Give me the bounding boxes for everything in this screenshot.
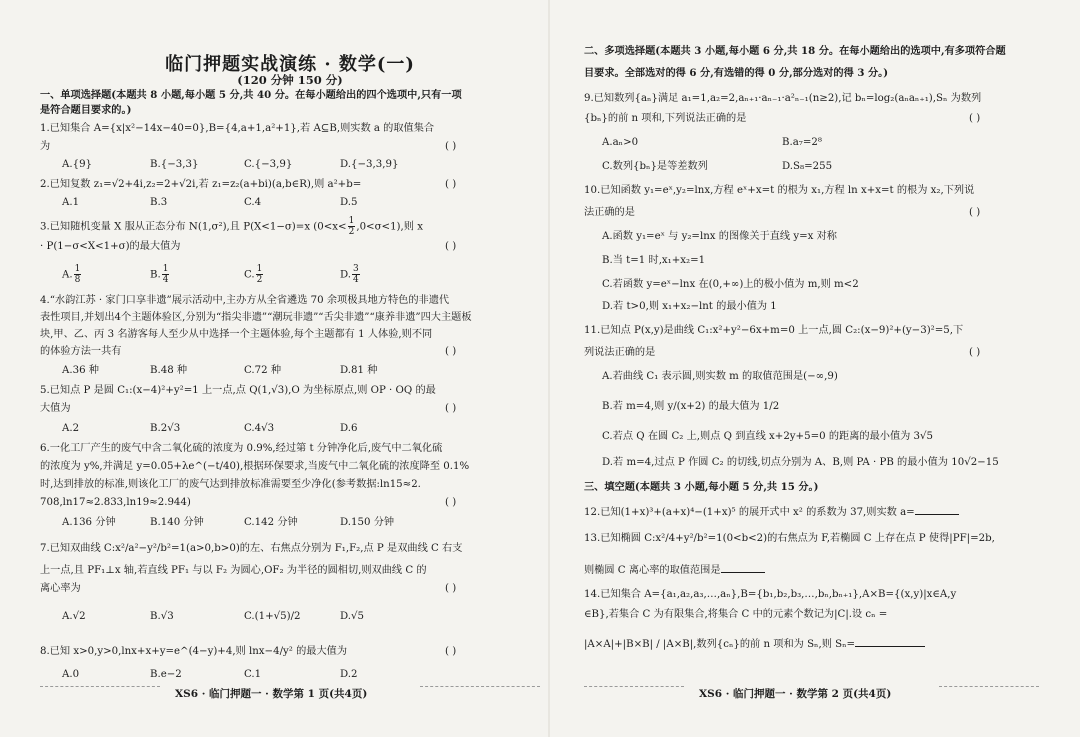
q3-option-d xyxy=(340,264,361,285)
q3-text-b: ,0<σ<1),则 x xyxy=(356,221,423,233)
section1-heading-2: 是符合题目要求的。) xyxy=(40,104,132,116)
q11-line-2: 列说法正确的是 xyxy=(584,347,656,358)
q1-answer-paren: ( ) xyxy=(445,141,457,152)
q12-line xyxy=(584,504,959,520)
q6-option-d: D.150 分钟 xyxy=(340,517,395,528)
q3-b-den: 4 xyxy=(162,275,169,285)
q10-line-1: 10.已知函数 y₁=eˣ,y₂=lnx,方程 eˣ+x=t 的根为 x₁,方程 ln x+x=t 的根为 x₂,下列说 xyxy=(584,185,975,196)
q5-option-a: A.2 xyxy=(62,423,80,434)
right-page xyxy=(584,0,1044,737)
footer-dash-left xyxy=(40,686,160,687)
q3-line-1 xyxy=(40,216,423,237)
q5-line-2: 大值为 xyxy=(40,403,71,414)
q7-option-a: A.√2 xyxy=(62,611,86,622)
section3-heading: 三、填空题(本题共 3 小题,每小题 5 分,共 15 分。) xyxy=(584,481,819,493)
q10-option-c: C.若函数 y=eˣ−lnx 在(0,+∞)上的极小值为 m,则 m<2 xyxy=(602,279,859,290)
q3-text-a: 3.已知随机变量 X 服从正态分布 N(1,σ²),且 P(X<1−σ)=x (0<x< xyxy=(40,221,347,233)
q10-option-d: D.若 t>0,则 x₁+x₂−lnt 的最小值为 1 xyxy=(602,301,777,312)
q4-option-a: A.36 种 xyxy=(62,365,99,376)
q3-half-num: 1 xyxy=(348,216,355,226)
q4-line-2: 表性项目,并划出4个主题体验区,分别为“指尖非遗”“潮玩非遗”“舌尖非遗”“康养非遗”四大主题板 xyxy=(40,312,472,323)
q1-option-d: D.{−3,3,9} xyxy=(340,159,399,170)
q6-option-a: A.136 分钟 xyxy=(62,517,116,528)
q9-line-1: 9.已知数列{aₙ}满足 a₁=1,a₂=2,aₙ₊₁·aₙ₋₁·a²ₙ₋₁(n≥2),记 bₙ=log₂(aₙaₙ₊₁),Sₙ 为数列 xyxy=(584,93,982,104)
q8-option-a: A.0 xyxy=(62,669,80,680)
q1-option-c: C.{−3,9} xyxy=(244,159,293,170)
q3-half-den: 2 xyxy=(348,227,355,237)
q2-option-a: A.1 xyxy=(62,197,80,208)
q3-option-a xyxy=(62,264,82,285)
q9-option-c: C.数列{bₙ}是等差数列 xyxy=(602,161,708,172)
q12-answer-blank[interactable] xyxy=(915,504,959,515)
q3-option-b-letter: B. xyxy=(150,269,161,281)
q3-a-num: 1 xyxy=(74,264,81,274)
q14-line-1: 14.已知集合 A={a₁,a₂,a₃,…,aₙ},B={b₁,b₂,b₃,…,bₙ,bₙ₊₁},A×B={(x,y)|x∈A,y xyxy=(584,589,957,600)
q6-option-b: B.140 分钟 xyxy=(150,517,204,528)
q2-answer-paren: ( ) xyxy=(445,179,457,190)
q8-option-b: B.e−2 xyxy=(150,669,182,680)
q3-line-2: · P(1−σ<X<1+σ)的最大值为 xyxy=(40,241,181,252)
q7-option-c: C.(1+√5)/2 xyxy=(244,611,301,622)
q3-option-c xyxy=(244,264,264,285)
q13-answer-blank[interactable] xyxy=(721,562,765,573)
q11-answer-paren: ( ) xyxy=(969,347,981,358)
q5-answer-paren: ( ) xyxy=(445,403,457,414)
q7-answer-paren: ( ) xyxy=(445,583,457,594)
q9-answer-paren: ( ) xyxy=(969,113,981,124)
q1-option-b: B.{−3,3} xyxy=(150,159,199,170)
q13-line-1: 13.已知椭圆 C:x²/4+y²/b²=1(0<b<2)的右焦点为 F,若椭圆 C 上存在点 P 使得|PF|=2b, xyxy=(584,533,995,544)
q7-line-2: 上一点,且 PF₁⊥x 轴,若直线 PF₁ 与以 F₂ 为圆心,OF₂ 为半径的圆相切,则双曲线 C 的 xyxy=(40,565,427,576)
q6-answer-paren: ( ) xyxy=(445,497,457,508)
section2-heading-2: 目要求。全部选对的得 6 分,有选错的得 0 分,部分选对的得 3 分。) xyxy=(584,67,889,79)
q4-option-d: D.81 种 xyxy=(340,365,378,376)
q7-line-1: 7.已知双曲线 C:x²/a²−y²/b²=1(a>0,b>0)的左、右焦点分别为 F₁,F₂,点 P 是双曲线 C 右支 xyxy=(40,543,463,554)
q13-text: 则椭圆 C 离心率的取值范围是 xyxy=(584,565,721,576)
q10-line-2: 法正确的是 xyxy=(584,207,635,218)
q11-option-b: B.若 m=4,则 y/(x+2) 的最大值为 1/2 xyxy=(602,401,780,412)
footer-dash-left-2 xyxy=(420,686,540,687)
q4-answer-paren: ( ) xyxy=(445,346,457,357)
page-crease xyxy=(548,0,550,737)
q3-option-b-frac xyxy=(162,264,170,285)
footer-dash-right-2 xyxy=(939,686,1039,687)
q8-answer-paren: ( ) xyxy=(445,646,457,657)
q3-d-num: 3 xyxy=(353,264,359,274)
q9-line-2: {bₙ}的前 n 项和,下列说法正确的是 xyxy=(584,113,747,124)
q10-answer-paren: ( ) xyxy=(969,207,981,218)
left-page xyxy=(40,0,540,737)
q2-option-b: B.3 xyxy=(150,197,168,208)
q3-c-den: 2 xyxy=(256,275,263,285)
q1-line-2: 为 xyxy=(40,141,51,152)
q3-half xyxy=(348,216,356,237)
q3-option-c-frac xyxy=(256,264,264,285)
q6-option-c: C.142 分钟 xyxy=(244,517,298,528)
q2-option-d: D.5 xyxy=(340,197,358,208)
q11-option-d: D.若 m=4,过点 P 作圆 C₂ 的切线,切点分别为 A、B,则 PA · PB 的最小值为 10√2−15 xyxy=(602,457,999,468)
q14-line-2: ∈B},若集合 C 为有限集合,将集合 C 中的元素个数记为|C|.设 cₙ = xyxy=(584,609,888,620)
q3-option-d-letter: D. xyxy=(340,269,352,281)
q7-line-3: 离心率为 xyxy=(40,583,81,594)
q9-option-d: D.S₈=255 xyxy=(782,161,833,172)
q5-line-1: 5.已知点 P 是圆 C₁:(x−4)²+y²=1 上一点,点 Q(1,√3),O 为坐标原点,则 OP · OQ 的最 xyxy=(40,385,436,396)
q5-option-b: B.2√3 xyxy=(150,423,181,434)
q5-option-d: D.6 xyxy=(340,423,358,434)
q5-option-c: C.4√3 xyxy=(244,423,275,434)
q2-option-c: C.4 xyxy=(244,197,262,208)
q8-option-c: C.1 xyxy=(244,669,262,680)
q4-option-b: B.48 种 xyxy=(150,365,188,376)
q14-text: |A×A|+|B×B| / |A×B|,数列{cₙ}的前 n 项和为 Sₙ,则 Sₙ= xyxy=(584,639,856,650)
q14-answer-blank[interactable] xyxy=(855,636,925,647)
page2-footer: XS6 · 临门押题一 · 数学第 2 页(共4页) xyxy=(699,688,892,700)
q3-option-a-letter: A. xyxy=(62,269,73,281)
q8-option-d: D.2 xyxy=(340,669,358,680)
q3-option-c-letter: C. xyxy=(244,269,255,281)
q3-answer-paren: ( ) xyxy=(445,241,457,252)
q14-line-3 xyxy=(584,636,925,652)
q6-line-2: 的浓度为 y%,并满足 y=0.05+λe^(−t/40),根据环保要求,当废气中二氧化硫的浓度降至 0.1% xyxy=(40,461,470,472)
exam-subtitle: (120 分钟 150 分) xyxy=(237,73,343,87)
q1-option-a: A.{9} xyxy=(62,159,93,170)
q3-option-d-frac xyxy=(352,264,360,285)
q3-option-b xyxy=(150,264,170,285)
q3-c-num: 1 xyxy=(256,264,263,274)
q6-line-3: 时,达到排放的标准,则该化工厂的废气达到排放标准需要至少净化(参考数据:ln15≈2. xyxy=(40,479,421,490)
q7-option-b: B.√3 xyxy=(150,611,174,622)
q9-option-b: B.a₇=2⁸ xyxy=(782,137,822,148)
q4-line-1: 4.“水韵江苏 · 家门口享非遗”展示活动中,主办方从全省遴选 70 余项极具地方特色的非遗代 xyxy=(40,295,450,306)
q11-option-a: A.若曲线 C₁ 表示圆,则实数 m 的取值范围是(−∞,9) xyxy=(602,371,838,382)
q9-option-a: A.aₙ>0 xyxy=(602,137,639,148)
footer-dash-right xyxy=(584,686,684,687)
q6-line-1: 6.一化工厂产生的废气中含二氧化硫的浓度为 0.9%,经过第 t 分钟净化后,废气中二氧化硫 xyxy=(40,443,443,454)
q3-a-den: 8 xyxy=(74,275,81,285)
q11-option-c: C.若点 Q 在圆 C₂ 上,则点 Q 到直线 x+2y+5=0 的距离的最小值为 3√5 xyxy=(602,431,934,442)
exam-title: 临门押题实战演练 · 数学(一) xyxy=(165,54,415,75)
q4-line-3: 块,甲、乙、丙 3 名游客每人至少从中选择一个主题体验,每个主题都有 1 人体验,则不同 xyxy=(40,329,433,340)
q3-d-den: 4 xyxy=(353,275,359,285)
q3-option-a-frac xyxy=(74,264,82,285)
q1-line-1: 1.已知集合 A={x|x²−14x−40=0},B={4,a+1,a²+1},若 A⊆B,则实数 a 的取值集合 xyxy=(40,123,435,134)
q3-b-num: 1 xyxy=(162,264,169,274)
q6-line-4: 708,ln17≈2.833,ln19≈2.944) xyxy=(40,497,191,508)
q13-line-2 xyxy=(584,562,765,578)
section1-heading-1: 一、单项选择题(本题共 8 小题,每小题 5 分,共 40 分。在每小题给出的四个选项中,只有一项 xyxy=(40,89,462,101)
q2-line: 2.已知复数 z₁=√2+4i,z₂=2+√2i,若 z₁=z₂(a+bi)(a,b∈R),则 a²+b= xyxy=(40,179,362,190)
section2-heading-1: 二、多项选择题(本题共 3 小题,每小题 6 分,共 18 分。在每小题给出的选项中,有多项符合题 xyxy=(584,45,1006,57)
q4-line-4: 的体验方法一共有 xyxy=(40,346,122,357)
q7-option-d: D.√5 xyxy=(340,611,365,622)
q10-option-a: A.函数 y₁=eˣ 与 y₂=lnx 的图像关于直线 y=x 对称 xyxy=(602,231,837,242)
q10-option-b: B.当 t=1 时,x₁+x₂=1 xyxy=(602,255,706,266)
q4-option-c: C.72 种 xyxy=(244,365,282,376)
q8-line: 8.已知 x>0,y>0,lnx+x+y=e^(4−y)+4,则 lnx−4/y² 的最大值为 xyxy=(40,646,348,657)
q12-text: 12.已知(1+x)³+(a+x)⁴−(1+x)⁵ 的展开式中 x² 的系数为 37,则实数 a= xyxy=(584,507,915,518)
q11-line-1: 11.已知点 P(x,y)是曲线 C₁:x²+y²−6x+m=0 上一点,圆 C₂:(x−9)²+(y−3)²=5,下 xyxy=(584,325,964,336)
page1-footer: XS6 · 临门押题一 · 数学第 1 页(共4页) xyxy=(175,688,368,700)
